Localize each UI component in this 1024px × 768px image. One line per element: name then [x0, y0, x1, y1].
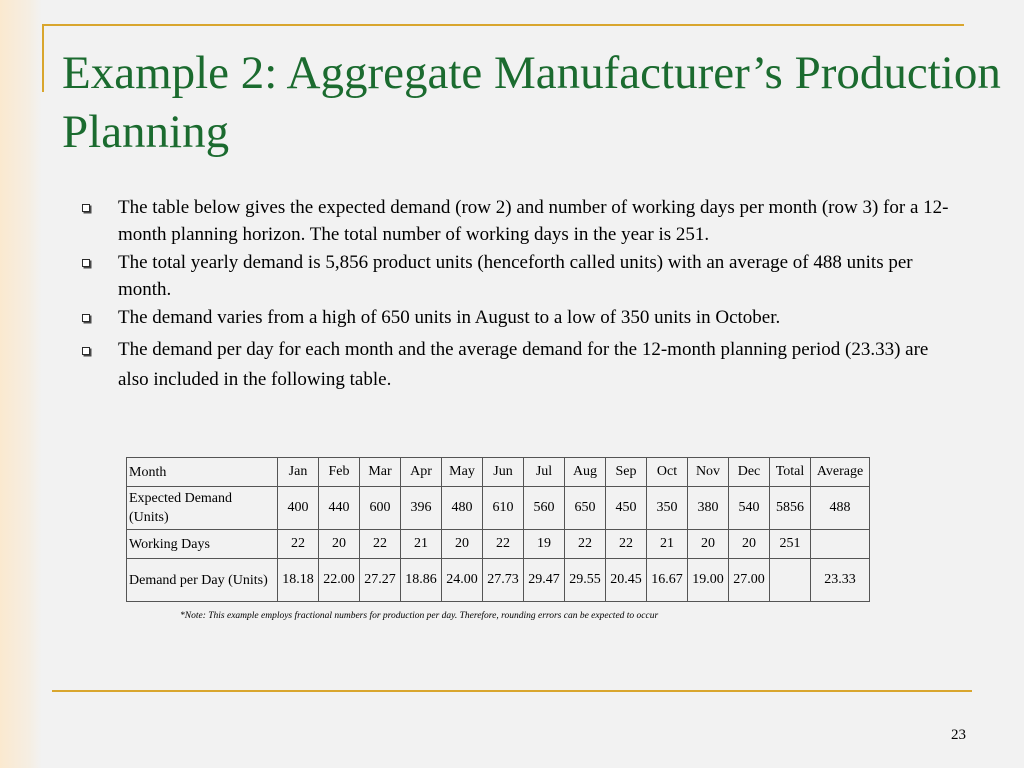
table-cell: 540 [729, 487, 770, 530]
table-cell: 22 [360, 530, 401, 559]
table-cell: 20 [688, 530, 729, 559]
table-cell: 488 [811, 487, 870, 530]
bullet-item [80, 194, 950, 248]
table-cell: 23.33 [811, 559, 870, 602]
table-header-cell: Sep [606, 458, 647, 487]
table-cell: 22 [483, 530, 524, 559]
bullet-text: The total yearly demand is 5,856 product units (henceforth called units) with an average of 488 units per month. [118, 252, 913, 300]
table-header-cell: Jul [524, 458, 565, 487]
table-cell: 27.73 [483, 559, 524, 602]
table-cell [770, 559, 811, 602]
table-cell: 440 [319, 487, 360, 530]
table-cell: 350 [647, 487, 688, 530]
table-cell: 5856 [770, 487, 811, 530]
table-cell: 24.00 [442, 559, 483, 602]
table-header-cell: Mar [360, 458, 401, 487]
table-cell: 22 [606, 530, 647, 559]
table-header-cell: Nov [688, 458, 729, 487]
bullet-text: The table below gives the expected demand (row 2) and number of working days per month (row 3) for a 12-month planning horizon. The total number of working days in the year is 251. [118, 197, 949, 245]
table-cell: 380 [688, 487, 729, 530]
row-label: Demand per Day (Units) [127, 559, 278, 602]
table-cell: 27.00 [729, 559, 770, 602]
table-cell: 18.18 [278, 559, 319, 602]
table-cell: 21 [647, 530, 688, 559]
table-cell: 29.55 [565, 559, 606, 602]
bullet-text: The demand varies from a high of 650 units in August to a low of 350 units in October. [118, 307, 781, 328]
table-cell: 560 [524, 487, 565, 530]
bottom-divider [52, 690, 972, 692]
table-cell: 650 [565, 487, 606, 530]
table-header-cell: Feb [319, 458, 360, 487]
table-header-cell: Oct [647, 458, 688, 487]
bullet-list [80, 194, 950, 396]
slide-number: 23 [951, 727, 966, 743]
square-bullet-icon [82, 259, 90, 267]
table-cell: 22 [278, 530, 319, 559]
row-label: Working Days [127, 530, 278, 559]
table-cell: 20 [442, 530, 483, 559]
top-divider [42, 24, 964, 26]
table-cell: 21 [401, 530, 442, 559]
table-cell: 480 [442, 487, 483, 530]
left-divider [42, 24, 44, 92]
table-cell: 19 [524, 530, 565, 559]
row-label: Expected Demand (Units) [127, 487, 278, 530]
table-header-cell: Month [127, 458, 278, 487]
demand-table [126, 457, 870, 602]
square-bullet-icon [82, 314, 90, 322]
left-decorative-band [0, 0, 42, 768]
table-cell: 20 [319, 530, 360, 559]
table-header-cell: Jan [278, 458, 319, 487]
table-row [127, 559, 870, 602]
table-cell: 396 [401, 487, 442, 530]
table-cell: 610 [483, 487, 524, 530]
bullet-text: The demand per day for each month and the average demand for the 12-month planning period (23.33) are also included in the following table. [118, 339, 929, 390]
slide-title: Example 2: Aggregate Manufacturer’s Production Planning [62, 47, 1001, 158]
table-cell: 22.00 [319, 559, 360, 602]
table-row [127, 530, 870, 559]
table-cell: 27.27 [360, 559, 401, 602]
bullet-item [80, 335, 950, 395]
table-header-cell: Apr [401, 458, 442, 487]
table-cell: 450 [606, 487, 647, 530]
bullet-item [80, 249, 950, 303]
table-row [127, 487, 870, 530]
table-footnote: *Note: This example employs fractional numbers for production per day. Therefore, rounding errors can be expected to occur [180, 611, 659, 621]
table-header-cell: Total [770, 458, 811, 487]
table-header-cell: May [442, 458, 483, 487]
table-cell: 20 [729, 530, 770, 559]
table-cell: 20.45 [606, 559, 647, 602]
square-bullet-icon [82, 347, 90, 355]
table-header-cell: Jun [483, 458, 524, 487]
bullet-item [80, 304, 950, 331]
table-cell: 22 [565, 530, 606, 559]
table-cell: 16.67 [647, 559, 688, 602]
table-cell: 251 [770, 530, 811, 559]
table-header-cell: Average [811, 458, 870, 487]
table-header-row [127, 458, 870, 487]
table-cell: 400 [278, 487, 319, 530]
table-cell: 18.86 [401, 559, 442, 602]
table-cell: 600 [360, 487, 401, 530]
table-cell: 29.47 [524, 559, 565, 602]
square-bullet-icon [82, 204, 90, 212]
table-header-cell: Aug [565, 458, 606, 487]
table-cell [811, 530, 870, 559]
table-cell: 19.00 [688, 559, 729, 602]
table-header-cell: Dec [729, 458, 770, 487]
